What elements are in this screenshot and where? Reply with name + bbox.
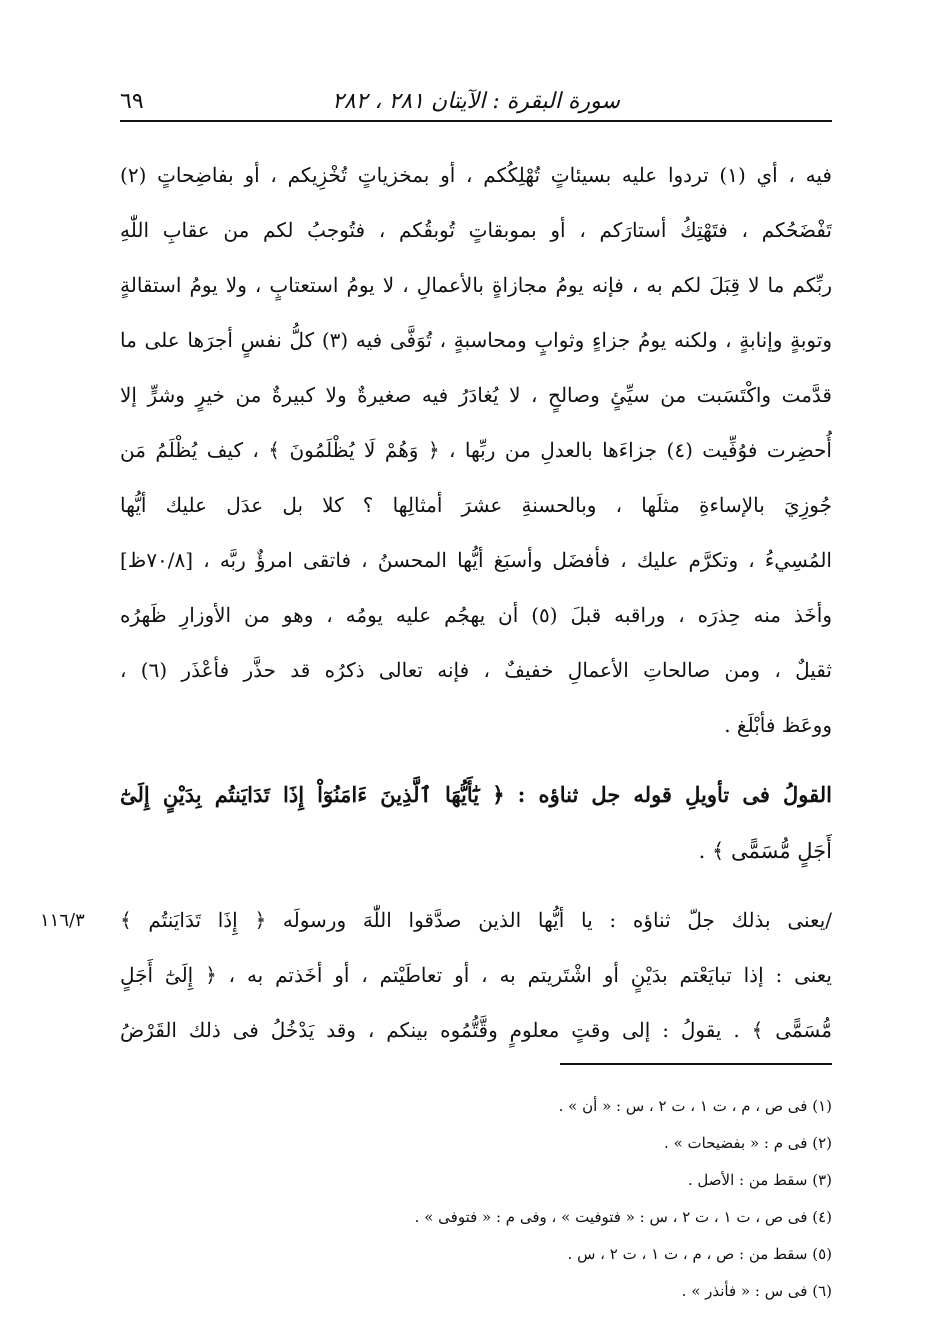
text-line: ربِّكم ما لا قِبَلَ لكم به ، فإنه يومُ مجازاةٍ بالأعمالِ ، لا يومُ استعتابٍ ، ولا يومُ استقالةٍ	[120, 273, 832, 297]
page-number: ٦٩	[120, 89, 144, 114]
text-line: وأخَذ منه حِذرَه ، وراقبه قبلَ (٥) أن يهجُم عليه يومُه ، وهو من الأوزارِ ظَهرُه	[120, 603, 832, 627]
text-line: فيه ، أي (١) تردوا عليه بسيئاتٍ تُهْلِكُكم ، أو بمخزياتٍ تُخْزِيكم ، أو بفاضِحاتٍ (٢)	[120, 163, 832, 187]
paragraph-gap	[120, 753, 832, 767]
marginal-reference: ١١٦/٣	[40, 910, 85, 931]
main-text	[40, 148, 832, 1058]
text-line: /يعنى بذلك جلّ ثناؤه : يا أيُّها الذين صدَّقوا اللّٰهَ ورسولَه ﴿ إِذَا تَدَايَنتُم ﴾	[120, 908, 832, 932]
section-heading: القولُ فى تأويلِ قوله جل ثناؤه : ﴿ يَٰٓأَيُّهَا ٱلَّذِينَ ءَامَنُوٓاْ إِذَا تَدَايَنتُم بِدَيْنٍ إِلَىٰٓ	[120, 782, 832, 807]
footnote: (١) فى ص ، م ، ت ١ ، ت ٢ ، س : « أن » .	[558, 1097, 832, 1115]
section-heading-continuation: أَجَلٍ مُّسَمًّى ﴾ .	[698, 839, 832, 863]
paragraph-gap	[120, 879, 832, 893]
text-line: يعنى : إذا تبايَعْتم بدَيْنٍ أو اشْتَريتم به ، أو تعاطَيْتم ، أو أخَذتم به ، ﴿ إِلَىٰٓ أَجَلٍ	[120, 963, 832, 987]
header-title: سورة البقرة : الآيتان ٢٨١ ، ٢٨٢	[332, 89, 620, 114]
text-line: تَفْضَحُكم ، فتَهْتِكُ أستارَكم ، أو بموبقاتٍ تُوبقُكم ، فتُوجبُ لكم من عقابِ اللّٰهِ	[120, 218, 832, 242]
footnote: (٣) سقط من : الأصل .	[687, 1171, 832, 1189]
footnote: (٤) فى ص ، ت ١ ، ت ٢ ، س : « فتوفيت » ، وفى م : « فتوفى » .	[414, 1208, 832, 1226]
text-line: ووعَظ فأبْلَغ .	[724, 713, 832, 737]
running-header	[120, 82, 832, 122]
text-line: المُسِيءُ ، وتكرَّم عليك ، فأفضَل وأسبَغ أيُّها المحسنُ ، فاتقى امرؤٌ ربَّه ، [٧٠/٨ظ]	[120, 548, 832, 572]
text-line: أُحضِرت فوُفِّيت (٤) جزاءَها بالعدلِ من ربِّها ، ﴿ وَهُمْ لَا يُظْلَمُونَ ﴾ ، كيف يُظْلَمُ مَن	[120, 438, 832, 462]
text-line: وتوبةٍ وإنابةٍ ، ولكنه يومُ جزاءٍ وثوابٍ ومحاسبةٍ ، تُوَفَّى فيه (٣) كلُّ نفسٍ أجرَها على ما	[120, 328, 832, 352]
footnotes	[120, 1088, 832, 1310]
text-line: ثقيلٌ ، ومن صالحاتِ الأعمالِ خفيفٌ ، فإنه تعالى ذكرُه قد حذَّر فأعْذَر (٦) ،	[120, 658, 832, 682]
text-line: جُوزِيَ بالإساءةِ مثلَها ، وبالحسنةِ عشرَ أمثالِها ؟ كلا بل عدَل عليك أيُّها	[120, 493, 832, 517]
footnote: (٥) سقط من : ص ، م ، ت ١ ، ت ٢ ، س .	[567, 1245, 832, 1263]
footnote-divider	[560, 1063, 832, 1065]
text-line: قدَّمت واكْتَسَبت من سيِّئٍ وصالحٍ ، لا يُغادَرُ فيه صغيرةٌ ولا كبيرةٌ من خيرٍ وشرٍّ إلا	[120, 383, 832, 407]
footnote: (٦) فى س : « فأنذر » .	[681, 1282, 832, 1300]
footnote: (٢) فى م : « بفضيحات » .	[664, 1134, 832, 1152]
marginal-row	[40, 893, 832, 948]
text-line: مُّسَمًّى ﴾ . يقولُ : إلى وقتٍ معلومٍ وقَّتُّمُوه بينكم ، وقد يَدْخُلُ فى ذلك القَرْضُ	[120, 1018, 832, 1042]
